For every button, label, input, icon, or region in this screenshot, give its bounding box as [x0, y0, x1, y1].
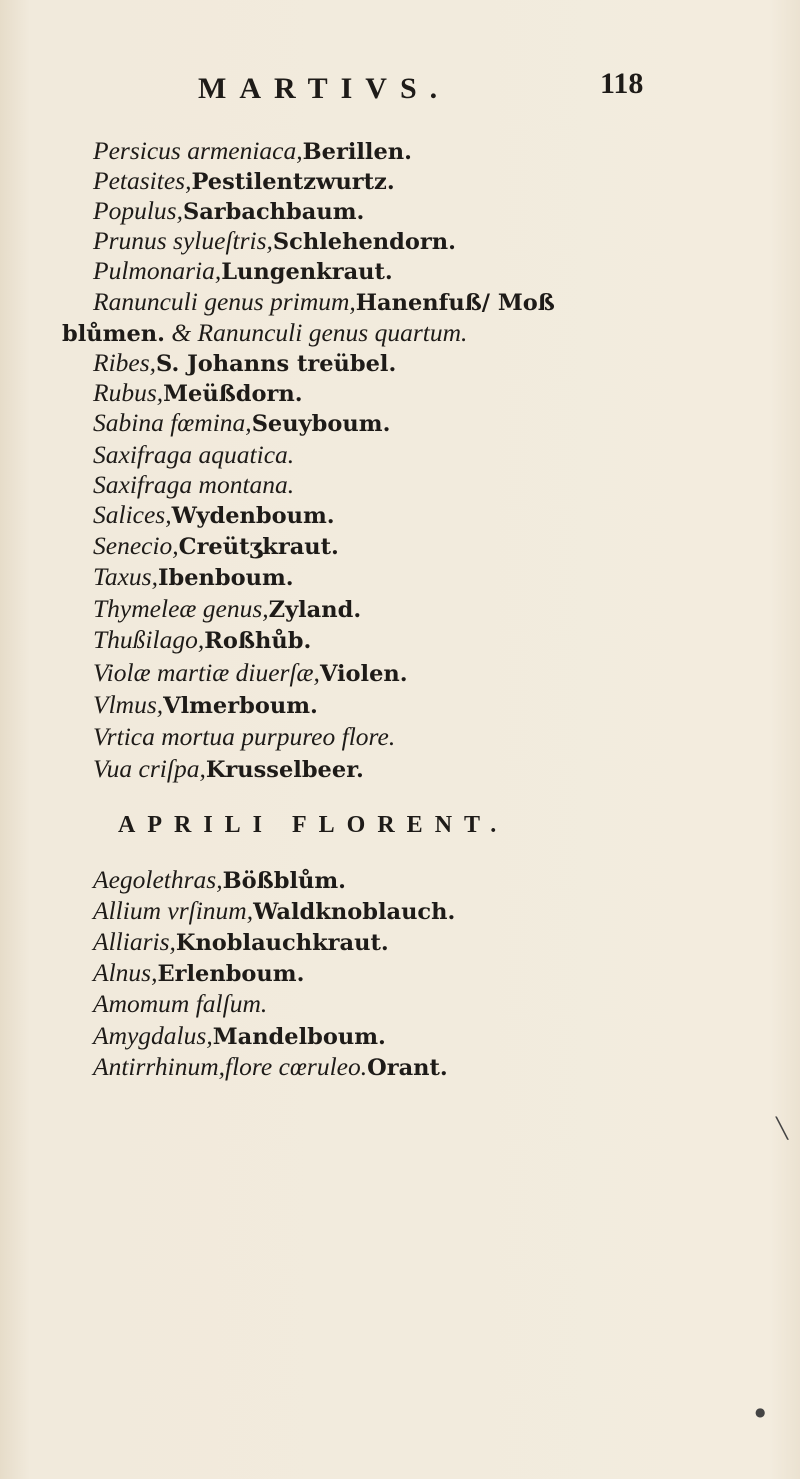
list-item: Alliaris,Knoblauchkraut. [93, 927, 389, 956]
list-item: blůmen. & Ranunculi genus quartum. [62, 318, 468, 347]
print-speck: ╲ [776, 1116, 789, 1140]
list-item: Violæ martiæ diuerſæ,Violen. [93, 658, 408, 687]
list-item: Saxifraga montana. [93, 470, 295, 499]
list-item: Petasites,Pestilentzwurtz. [93, 166, 395, 195]
list-item: Amomum falſum. [93, 989, 268, 1018]
list-item: Senecio,Creütʒkraut. [93, 531, 339, 560]
list-item: Salices,Wydenboum. [93, 500, 335, 529]
list-item: Thymeleæ genus,Zyland. [93, 594, 362, 623]
list-item: Saxifraga aquatica. [93, 440, 295, 469]
page-header [0, 62, 800, 112]
list-item: Amygdalus,Mandelboum. [93, 1021, 386, 1050]
print-speck: ● [755, 1405, 766, 1419]
list-item: Aegolethras,Bößblům. [93, 865, 347, 894]
running-title: MARTIVS. [198, 72, 451, 105]
list-item: Thußilago,Roßhůb. [93, 625, 312, 654]
page-number: 118 [600, 67, 644, 100]
section-heading: APRILI FLORENT. [118, 812, 509, 838]
list-item: Vua criſpa,Krusselbeer. [93, 754, 364, 783]
list-item: Ribes,S. Johanns treübel. [93, 348, 397, 377]
list-item: Prunus sylueſtris,Schlehendorn. [93, 226, 456, 255]
list-item: Allium vrſinum,Waldknoblauch. [93, 896, 456, 925]
list-item: Alnus,Erlenboum. [93, 958, 305, 987]
list-item: Populus,Sarbachbaum. [93, 196, 365, 225]
list-item: Vrtica mortua purpureo flore. [93, 722, 396, 751]
list-item: Vlmus,Vlmerboum. [93, 690, 318, 719]
list-item: Sabina fœmina,Seuyboum. [93, 408, 391, 437]
list-item: Pulmonaria,Lungenkraut. [93, 256, 393, 285]
list-item: Persicus armeniaca,Berillen. [93, 136, 412, 165]
list-item: Antirrhinum,flore cœruleo.Orant. [93, 1052, 448, 1081]
list-item: Taxus,Ibenboum. [93, 562, 294, 591]
list-item: Ranunculi genus primum,Hanenfuß/ Moß [93, 287, 555, 316]
list-item: Rubus,Meüßdorn. [93, 378, 303, 407]
